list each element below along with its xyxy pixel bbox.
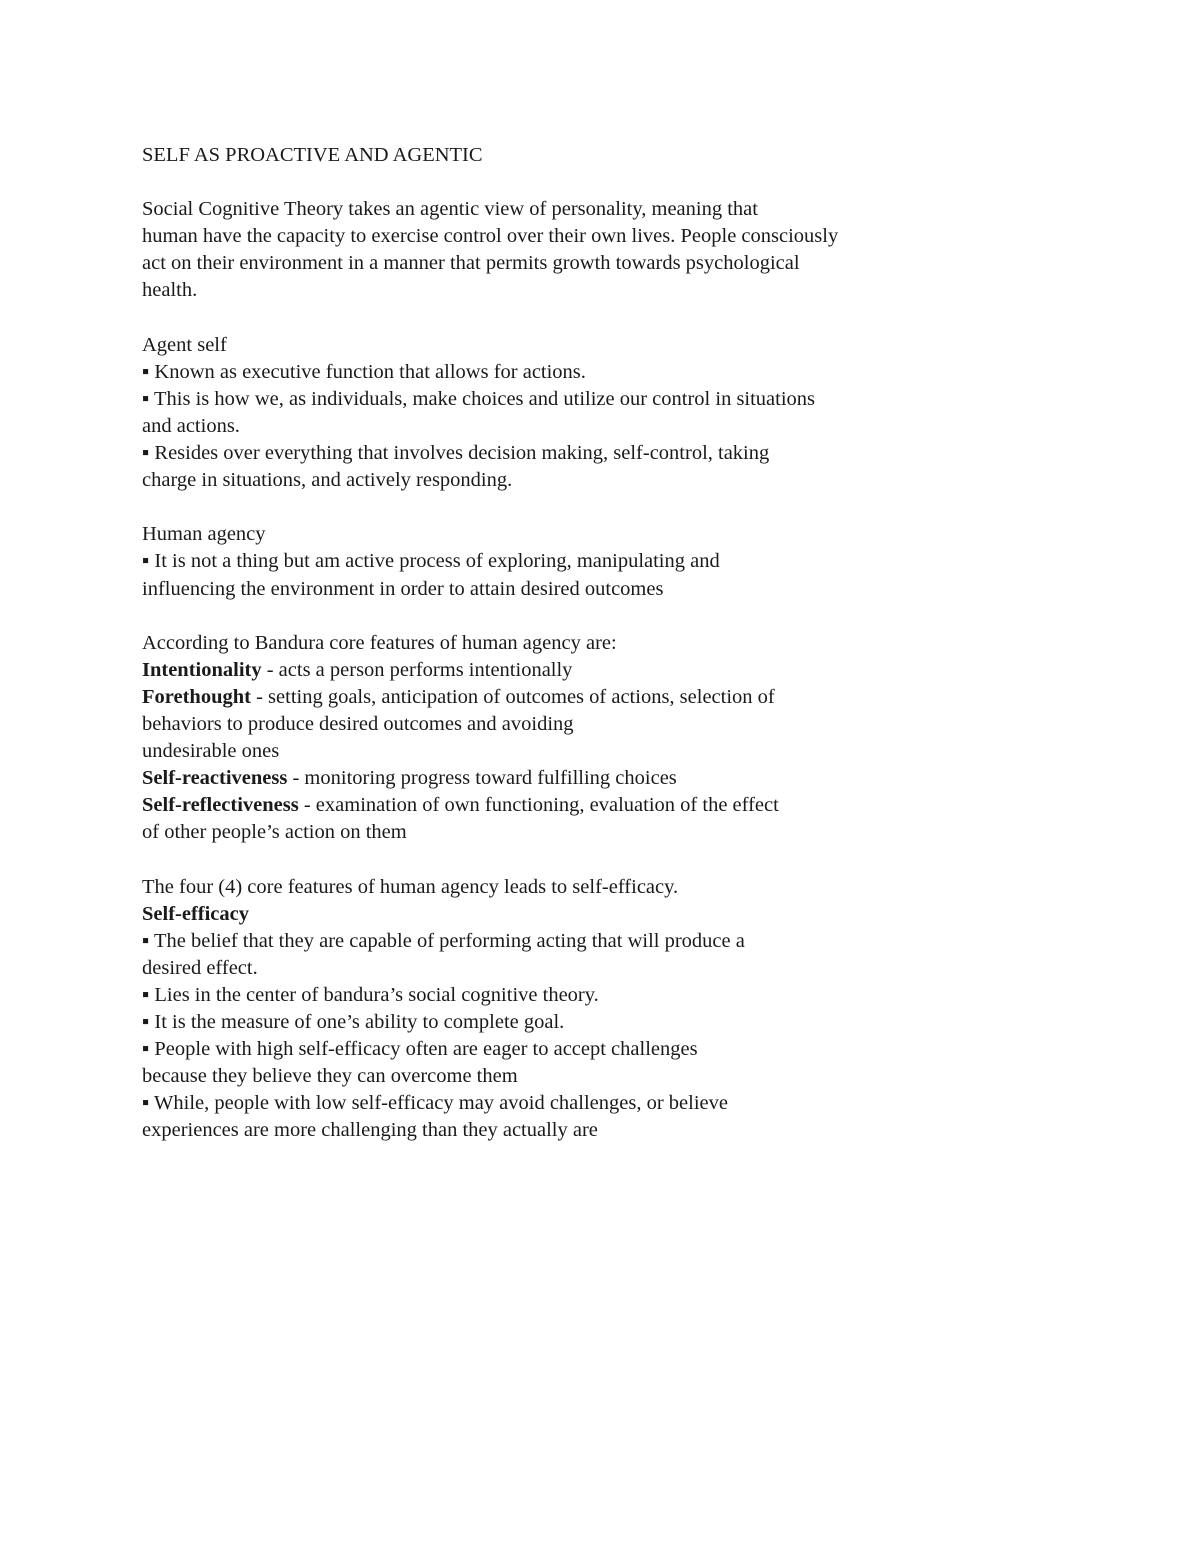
section-intro: The four (4) core features of human agency leads to self-efficacy.	[142, 875, 679, 898]
bullet-line: ▪ This is how we, as individuals, make choices and utilize our control in situations	[142, 387, 816, 410]
feature-intentionality	[142, 657, 962, 684]
spacer	[142, 305, 962, 332]
feature-term: Forethought	[142, 685, 251, 708]
feature-continuation: undesirable ones	[142, 740, 280, 763]
bullet-line: charge in situations, and actively responding.	[142, 469, 513, 492]
bullet-line: ▪ People with high self-efficacy often are eager to accept challenges	[142, 1038, 698, 1061]
feature-definition: - setting goals, anticipation of outcomes of actions, selection of	[250, 685, 775, 708]
feature-term: Self-reactiveness	[142, 767, 288, 790]
feature-term: Self-reflectiveness	[142, 794, 299, 817]
bullet-line: experiences are more challenging than they actually are	[142, 1119, 598, 1142]
section-heading: Self-efficacy	[142, 902, 249, 925]
spacer	[142, 603, 962, 630]
feature-self-reflectiveness	[142, 792, 962, 819]
section-intro: According to Bandura core features of human agency are:	[142, 631, 617, 654]
feature-continuation: behaviors to produce desired outcomes and avoiding	[142, 712, 574, 735]
spacer	[142, 169, 962, 196]
human-agency-section	[142, 521, 962, 602]
bullet-line: desired effect.	[142, 956, 258, 979]
bullet-line: ▪ Known as executive function that allows for actions.	[142, 360, 586, 383]
feature-definition: - monitoring progress toward fulfilling choices	[287, 767, 677, 790]
feature-term: Intentionality	[142, 658, 262, 681]
section-heading: Human agency	[142, 523, 266, 546]
bullet-line: and actions.	[142, 414, 240, 437]
paragraph-line: act on their environment in a manner that permits growth towards psychological	[142, 252, 800, 275]
document-page	[142, 142, 962, 1144]
bullet-line: ▪ The belief that they are capable of performing acting that will produce a	[142, 929, 745, 952]
feature-forethought	[142, 684, 962, 711]
bullet-line: ▪ While, people with low self-efficacy may avoid challenges, or believe	[142, 1092, 728, 1115]
bullet-line: ▪ It is the measure of one’s ability to complete goal.	[142, 1011, 565, 1033]
paragraph-line: health.	[142, 279, 198, 302]
document-title: SELF AS PROACTIVE AND AGENTIC	[142, 144, 483, 166]
core-features-section	[142, 630, 962, 847]
bullet-line: ▪ Resides over everything that involves decision making, self-control, taking	[142, 442, 770, 465]
feature-self-reactiveness	[142, 765, 962, 792]
bullet-line: because they believe they can overcome them	[142, 1065, 518, 1088]
spacer	[142, 494, 962, 521]
agent-self-section	[142, 332, 962, 495]
paragraph-line: human have the capacity to exercise control over their own lives. People consciously	[142, 225, 839, 248]
feature-definition: - examination of own functioning, evaluation of the effect	[298, 794, 779, 817]
feature-definition: - acts a person performs intentionally	[261, 658, 573, 681]
intro-paragraph	[142, 196, 962, 304]
self-efficacy-section	[142, 874, 962, 1145]
bullet-line: ▪ It is not a thing but am active process of exploring, manipulating and	[142, 550, 720, 573]
section-heading: Agent self	[142, 333, 227, 356]
bullet-line: ▪ Lies in the center of bandura’s social cognitive theory.	[142, 983, 599, 1006]
spacer	[142, 846, 962, 873]
bullet-line: influencing the environment in order to attain desired outcomes	[142, 577, 664, 600]
paragraph-line: Social Cognitive Theory takes an agentic view of personality, meaning that	[142, 198, 758, 221]
feature-continuation: of other people’s action on them	[142, 821, 407, 844]
